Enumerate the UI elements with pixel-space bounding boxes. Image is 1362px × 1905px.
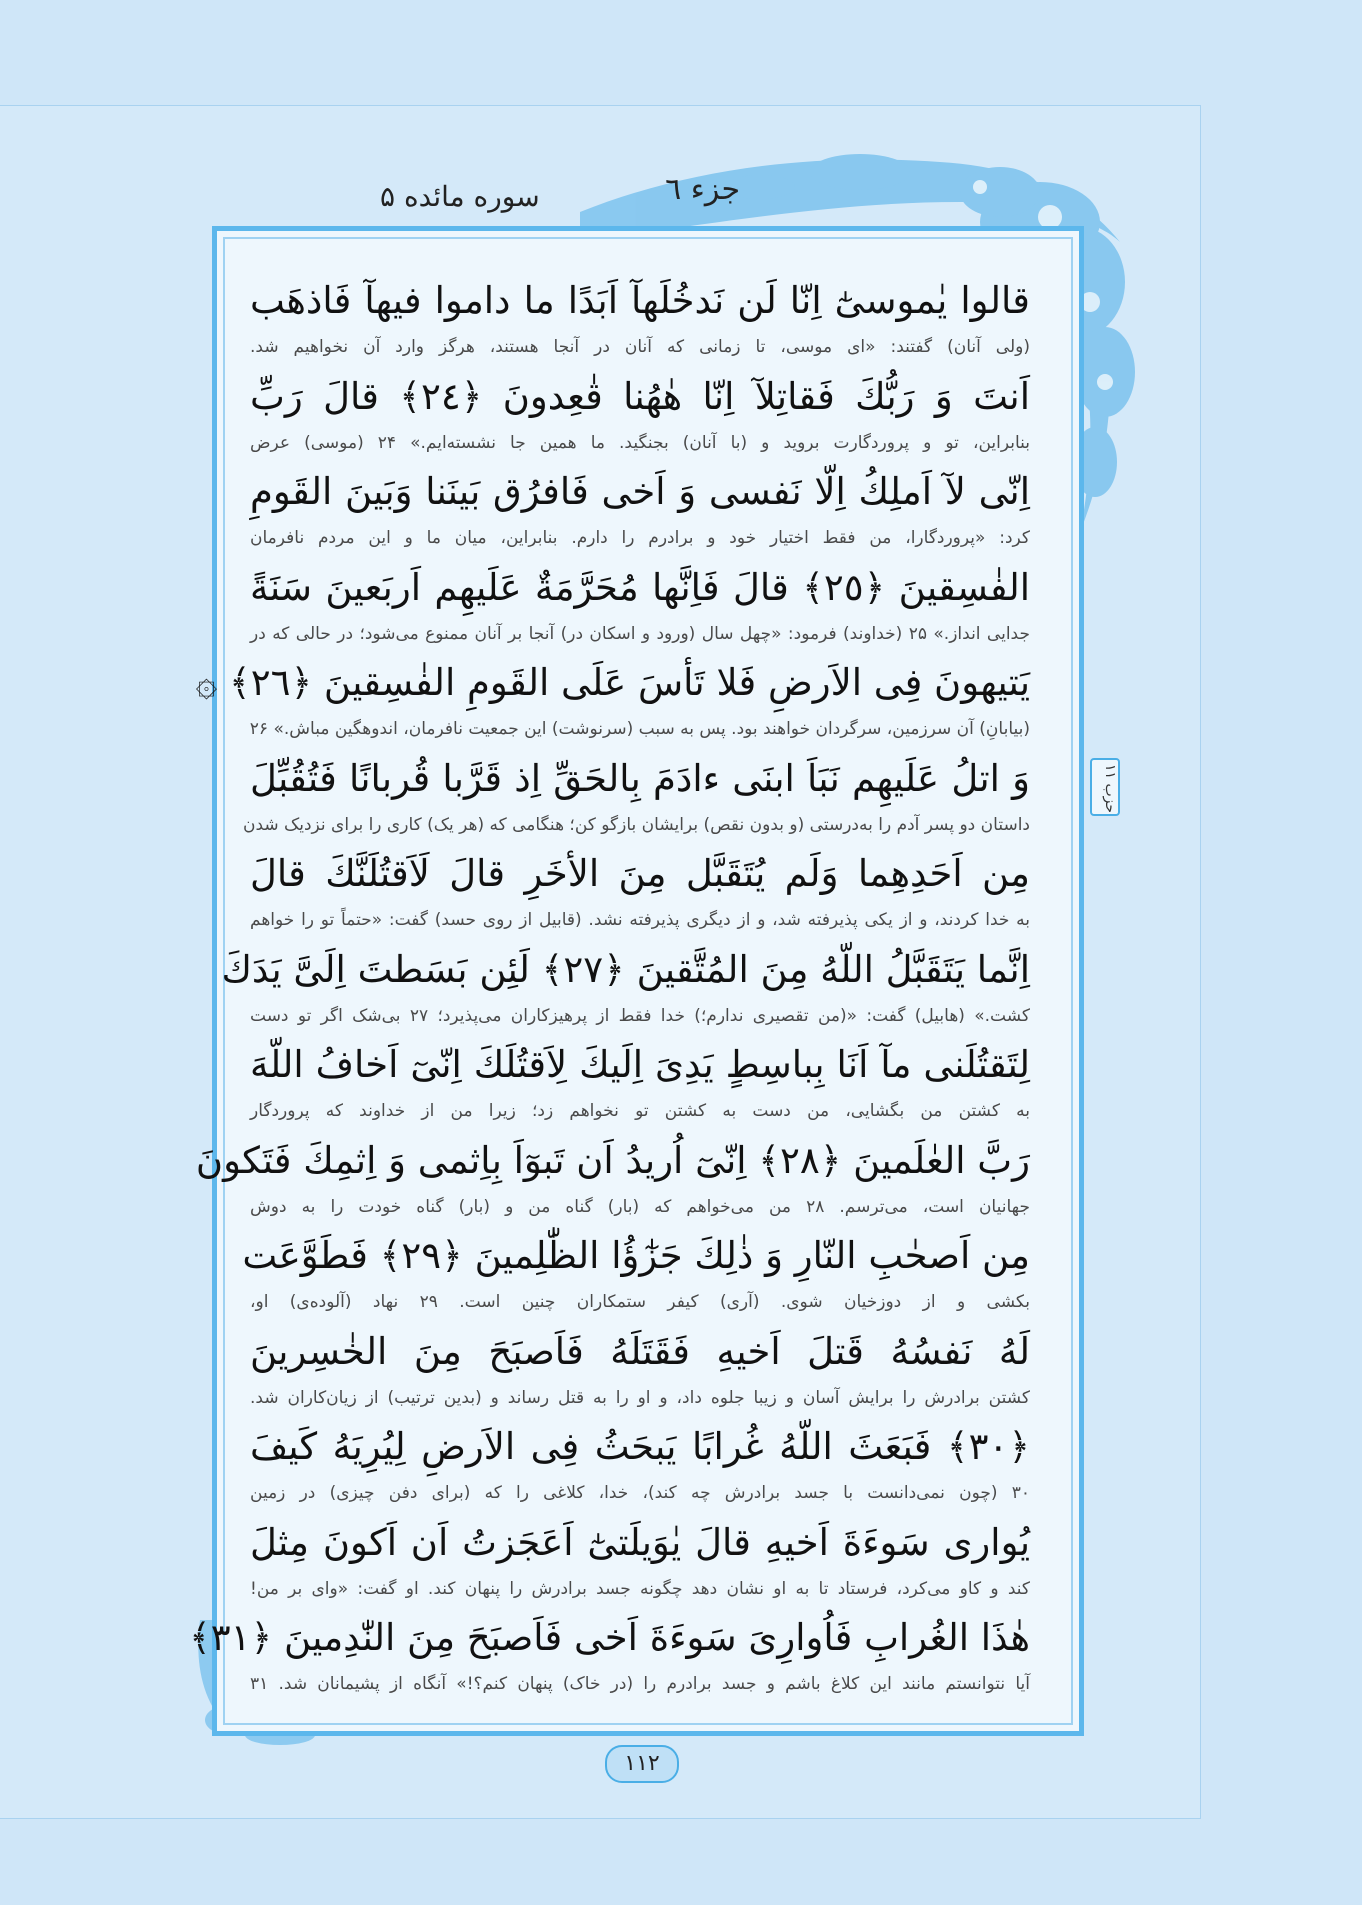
verse-line bbox=[250, 1321, 1030, 1417]
translation-text: کشت.» (هابیل) گفت: «(من تقصیری ندارم؛) خدا فقط از پرهیزکاران می‌پذیرد؛ ۲۷ بی‌شک اگر تو دست bbox=[250, 1005, 1030, 1026]
arabic-text: اِنّى لآ اَملِكُ اِلّا نَفسى وَ اَخى فَافرُق بَينَنا وَبَينَ القَومِ bbox=[250, 470, 1030, 513]
juz-label: جزء ٦ bbox=[665, 172, 740, 207]
translation-text: کند و کاو می‌کرد، فرستاد تا به او نشان دهد چگونه جسد برادرش را پنهان کند. او گفت: «وای بر من! bbox=[250, 1578, 1030, 1599]
translation-text: جدایی انداز.» ۲۵ (خداوند) فرمود: «چهل سال (ورود و اسکان در) آنجا بر آنان ممنوع می‌شود؛ در حالی که در bbox=[250, 623, 1030, 644]
translation-text: به خدا کردند، و از یکی پذیرفته شد، و از دیگری پذیرفته نشد. (قابیل از روی حسد) گفت: «حتماً تو را خواهم bbox=[250, 910, 1030, 930]
translation-text: آیا نتوانستم مانند این کلاغ باشم و جسد برادرم را (در خاک) پنهان کنم؟!» آنگاه از پشیمانان شد. ۳۱ bbox=[250, 1674, 1030, 1694]
verse-line bbox=[250, 461, 1030, 557]
arabic-text: مِن اَصحٰبِ النّارِ وَ ذٰلِكَ جَزٰٓؤُا الظّٰلِمينَ ﴿٢٩﴾ فَطَوَّعَت bbox=[242, 1234, 1030, 1277]
verse-line bbox=[250, 1512, 1030, 1608]
arabic-text: وَ اتلُ عَلَيهِم نَبَاَ ابنَى ءادَمَ بِالحَقِّ اِذ قَرَّبا قُربانًا فَتُقُبِّلَ bbox=[250, 756, 1030, 800]
translation-text: بکشی و از دوزخیان شوی. (آری) کیفر ستمکاران چنین است. ۲۹ نهاد (آلوده‌ی) او، bbox=[250, 1292, 1030, 1312]
arabic-text: يَتيهونَ فِى الاَرضِ فَلا تَأسَ عَلَى القَومِ الفٰسِقينَ ﴿٢٦﴾ ۞ bbox=[195, 661, 1030, 704]
arabic-text: هٰذَا الغُرابِ فَاُوارِىَ سَوءَةَ اَخى فَاَصبَحَ مِنَ النّٰدِمينَ ﴿٣١﴾ bbox=[189, 1616, 1030, 1659]
arabic-text: مِن اَحَدِهِما وَلَم يُتَقَبَّل مِنَ الأخَرِ قالَ لَاَقتُلَنَّكَ قالَ bbox=[250, 852, 1030, 895]
translation-text: به کشتن من بگشایی، من دست به کشتن تو نخواهم زد؛ زیرا من از خداوند که پروردگار bbox=[250, 1101, 1030, 1121]
arabic-text: يُوارى سَوءَةَ اَخيهِ قالَ يٰوَيلَتىٰٓ اَعَجَزتُ اَن اَكونَ مِثلَ bbox=[250, 1520, 1030, 1564]
verse-line bbox=[242, 748, 1030, 844]
verse-line bbox=[195, 1130, 1030, 1226]
verse-content bbox=[189, 270, 1031, 1703]
hizb-marker bbox=[1090, 758, 1120, 816]
arabic-text: لَهُ نَفسُهُ قَتلَ اَخيهِ فَقَتَلَهُ فَاَصبَحَ مِنَ الخٰسِرينَ bbox=[250, 1329, 1030, 1373]
translation-text: (ولی آنان) گفتند: «ای موسی، تا زمانی که آنان در آنجا هستند، هرگز وارد آن نخواهیم شد. bbox=[250, 337, 1030, 357]
verse-line bbox=[189, 1607, 1030, 1703]
verse-line bbox=[250, 557, 1030, 653]
arabic-text: اَنتَ وَ رَبُّكَ فَقاتِلآ اِنّا هٰهُنا قٰعِدونَ ﴿٢٤﴾ قالَ رَبِّ bbox=[250, 374, 1030, 418]
translation-text: (بیابانِ) آن سرزمین، سرگردان خواهند بود. پس به سبب (سرنوشت) این جمعیت نافرمان، اندوهگین مباش.» ۲۶ bbox=[249, 719, 1030, 739]
translation-text: داستان دو پسر آدم را به‌درستی (و بدون نقص) برایشان بازگو کن؛ هنگامی که (هر یک) کاری را برای نزدیک شدن bbox=[242, 814, 1030, 835]
arabic-text: قالوا يٰموسىٰٓ اِنّا لَن نَدخُلَهآ اَبَدًا ما داموا فيهآ فَاذهَب bbox=[250, 279, 1030, 322]
verse-line bbox=[250, 270, 1030, 366]
translation-text: جهانیان است، می‌ترسم. ۲۸ من می‌خواهم که (بار) گناه من و (بار) گناه خودت را به دوش bbox=[250, 1196, 1030, 1217]
verse-line bbox=[250, 1034, 1030, 1130]
arabic-text: اِنَّما يَتَقَبَّلُ اللّهُ مِنَ المُتَّقينَ ﴿٢٧﴾ لَئِن بَسَطتَ اِلَىَّ يَدَكَ bbox=[221, 947, 1030, 991]
hizb-marker-label: حزب ١١ bbox=[1102, 764, 1118, 814]
arabic-text: لِتَقتُلَنى مآ اَنَا بِباسِطٍ يَدِىَ اِلَيكَ لِاَقتُلَكَ اِنّىٓ اَخافُ اللّهَ bbox=[250, 1043, 1030, 1086]
verse-line bbox=[195, 652, 1030, 748]
arabic-text: رَبَّ العٰلَمينَ ﴿٢٨﴾ اِنّىٓ اُريدُ اَن تَبوٓاَ بِاِثمى وَ اِثمِكَ فَتَكونَ bbox=[195, 1138, 1030, 1182]
translation-text: بنابراین، تو و پروردگارت بروید و (با آنان) بجنگید. ما همین جا نشسته‌ایم.» ۲۴ (موسی) عرض bbox=[250, 432, 1030, 453]
verse-line bbox=[242, 1225, 1030, 1321]
translation-text: کرد: «پروردگارا، من فقط اختیار خود و برادرم را دارم. بنابراین، میان ما و این مردم نافرمان bbox=[250, 528, 1030, 548]
verse-line bbox=[250, 366, 1030, 462]
arabic-text: الفٰسِقينَ ﴿٢٥﴾ قالَ فَاِنَّها مُحَرَّمَةٌ عَلَيهِم اَربَعينَ سَنَةً bbox=[250, 565, 1031, 609]
surah-label: سوره مائده ۵ bbox=[380, 180, 540, 213]
verse-line bbox=[250, 1416, 1030, 1512]
translation-text: ۳۰ (چون نمی‌دانست با جسد برادرش چه کند)، خدا، کلاغی را که (برای دفن چیزی) در زمین bbox=[250, 1483, 1030, 1503]
verse-line bbox=[250, 843, 1030, 939]
translation-text: کشتن برادرش را برایش آسان و زیبا جلوه داد، و او را به قتل رساند و (بدین ترتیب) از زیان‌کاران شد. bbox=[250, 1387, 1030, 1408]
arabic-text: ﴿٣٠﴾ فَبَعَثَ اللّهُ غُرابًا يَبحَثُ فِى الاَرضِ لِيُرِيَهُ كَيفَ bbox=[250, 1425, 1030, 1468]
page-number: ١١٢ bbox=[605, 1745, 679, 1783]
page-header bbox=[380, 172, 740, 212]
verse-line bbox=[221, 939, 1030, 1035]
